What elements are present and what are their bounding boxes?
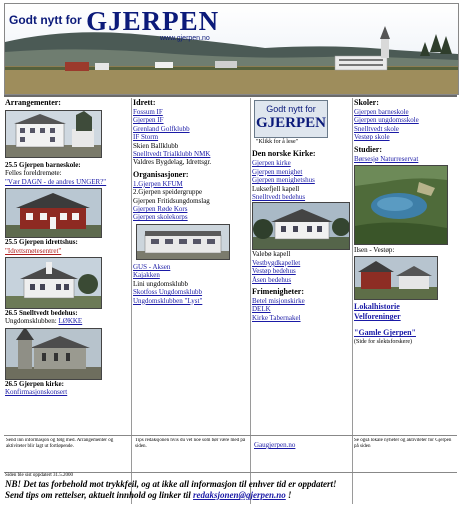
church-list-2 [252,250,352,284]
event-date: 25.5 Gjerpen idrettshus: [5,238,78,247]
vestop-photo[interactable] [354,256,438,300]
sports-link[interactable]: Snelltvedt Trialklubb NMK [133,150,211,159]
events-photo-school[interactable] [5,110,102,158]
organizations-heading: Organisasjoner: [133,169,189,179]
old-gjerpen-note: (Side for slektsforskere) [354,339,412,346]
school-link[interactable]: Snelltvedt skole [354,124,399,133]
organizations-list [133,180,250,222]
events-photo-idrettshus[interactable] [5,188,102,238]
disclaimer: NB! Det tas forbehold mot trykkfeil, og at ikke all informasjon til enhver tid er oppdatert! [5,479,337,489]
organizations-photo[interactable] [136,224,230,260]
event-text [5,317,130,325]
sports-list [133,108,250,167]
sports-link[interactable]: Grenland Golfklubb [133,124,190,133]
church-list [252,159,352,201]
events-photo-bedehus[interactable] [5,257,102,309]
event-date: 26.5 Snelltvedt bedehus: [5,309,78,318]
organizations-list-2 [133,263,250,305]
event-link[interactable]: "Vær DAGN - de andres UNGER?" [5,177,107,186]
organization-item: 2.Gjerpen speidergruppe [133,188,203,197]
studies-link[interactable]: Børsesjø Naturreservat [354,154,419,163]
sports-org-column [133,98,250,434]
free-church-link[interactable]: Kirke Tabernakel [252,313,301,322]
sports-link[interactable]: IF Storm [133,133,159,142]
organization-link[interactable]: 1.Gjerpen KFUM [133,179,183,188]
event-text-label: Ungdomsklubben: [5,317,57,326]
last-updated: Siden ble sist oppdatert 31.5.2000 [5,473,74,478]
events-photo-kirke[interactable] [5,328,102,380]
footer-link[interactable]: Gaugjerpen.no [254,441,296,449]
banner-title [9,6,219,37]
footer-cell: Se også lokale nyheter og aktiviteter for Gjerpen på siden [354,438,452,449]
organization-link[interactable]: Skotfoss Ungdomsklubb [133,288,203,297]
organization-link[interactable]: Ungdomsklubben "Lyst" [133,296,203,305]
church-link[interactable]: Vestbygdkapellet [252,258,301,267]
event-link[interactable]: LØKKE [58,317,83,326]
newsletter-logo[interactable] [254,100,328,138]
studies-list [354,155,458,163]
banner [4,3,459,95]
organization-link[interactable]: Kajakken [133,271,160,280]
free-church-link[interactable]: Betel misjonskirke [252,297,305,306]
footer-cell: Send inn informasjon og følg med. Arrangementer og aktiviteter blir lagt ut fortløpende. [6,438,114,449]
bottom-notes [5,473,457,501]
church-link[interactable]: Gjerpen menighetshus [252,176,315,185]
newsletter-logo-prefix: Godt nytt for [266,104,316,114]
event-link[interactable]: "Idrettsmøtesentret" [5,246,62,255]
local-link[interactable]: Lokalhistorie [354,302,400,312]
church-link[interactable]: Snelltvedt bedehus [252,193,306,202]
church-link[interactable]: Vestøp bedehus [252,267,296,276]
footer-info-row [4,435,457,473]
contact-text: Send tips om rettelser, aktuelt innhold og linker til [5,490,191,500]
church-photo[interactable] [252,202,350,250]
schools-heading: Skoler: [354,98,379,107]
church-link[interactable]: Åsen bedehus [252,275,292,284]
newsletter-logo-main: GJERPEN [255,115,326,131]
divider [4,95,457,97]
sports-heading: Idrett: [133,98,156,107]
event-date: 26.5 Gjerpen kirke: [5,379,64,388]
sports-item: Skien Ballklubb [133,141,179,150]
contact-end: ! [288,490,292,500]
organization-link[interactable]: Gjerpen Røde Kors [133,205,188,214]
school-link[interactable]: Gjerpen barneskole [354,108,409,116]
event-link[interactable]: Konfirmasjonskonsert [5,388,68,397]
free-churches-list [252,297,352,322]
studies-heading: Studier: [354,144,382,154]
sports-item: Valdres Bygdelag, Idrettsgr. [133,158,212,167]
banner-title-prefix: Godt nytt for [9,13,82,27]
schools-column [354,98,458,434]
old-gjerpen-link[interactable]: "Gamle Gjerpen" [354,328,416,338]
banner-title-main: GJERPEN [86,6,220,36]
organization-item: Lini ungdomsklubb [133,279,189,288]
events-column [5,98,130,434]
local-links-list [354,302,458,322]
church-link[interactable]: Gjerpen menighet [252,167,303,176]
church-item: Luksefjell kapell [252,184,300,193]
contact-line [5,490,457,501]
banner-url: www.gjerpen.no [160,35,210,42]
event-date: 25.5 Gjerpen barneskole: [5,161,81,169]
church-column [252,98,352,434]
sports-link[interactable]: Fossum IF [133,108,163,116]
local-link[interactable]: Velforeninger [354,312,401,322]
church-heading: Den norske Kirke: [252,149,316,159]
lake-photo-caption: Ilsen - Vestøp: [354,246,395,255]
newsletter-caption: "Klikk for å lese" [256,139,299,145]
organization-link[interactable]: GUS - Aksen [133,262,171,271]
schools-list [354,108,458,142]
footer-cell: Tips redaksjonen hvis du vet noe som bør være med på siden. [135,438,246,449]
school-link[interactable]: Vestøp skole [354,133,390,142]
school-link[interactable]: Gjerpen ungdomsskole [354,116,419,125]
church-link[interactable]: Gjerpen kirke [252,159,291,168]
organization-link[interactable]: Gjerpen skolekorps [133,213,188,222]
free-church-link[interactable]: DELK [252,305,271,314]
event-text: Felles foreldremøte: [5,169,62,178]
free-churches-heading: Frimenigheter: [252,287,304,297]
events-heading: Arrangementer: [5,98,61,107]
church-item: Valebø kapell [252,250,291,259]
lake-aerial-photo[interactable] [354,165,448,245]
organization-item: Gjerpen Fritidsungdomslag [133,196,210,205]
sports-link[interactable]: Gjerpen IF [133,116,164,125]
contact-email-link[interactable]: redaksjonen@gjerpen.no [193,490,286,500]
